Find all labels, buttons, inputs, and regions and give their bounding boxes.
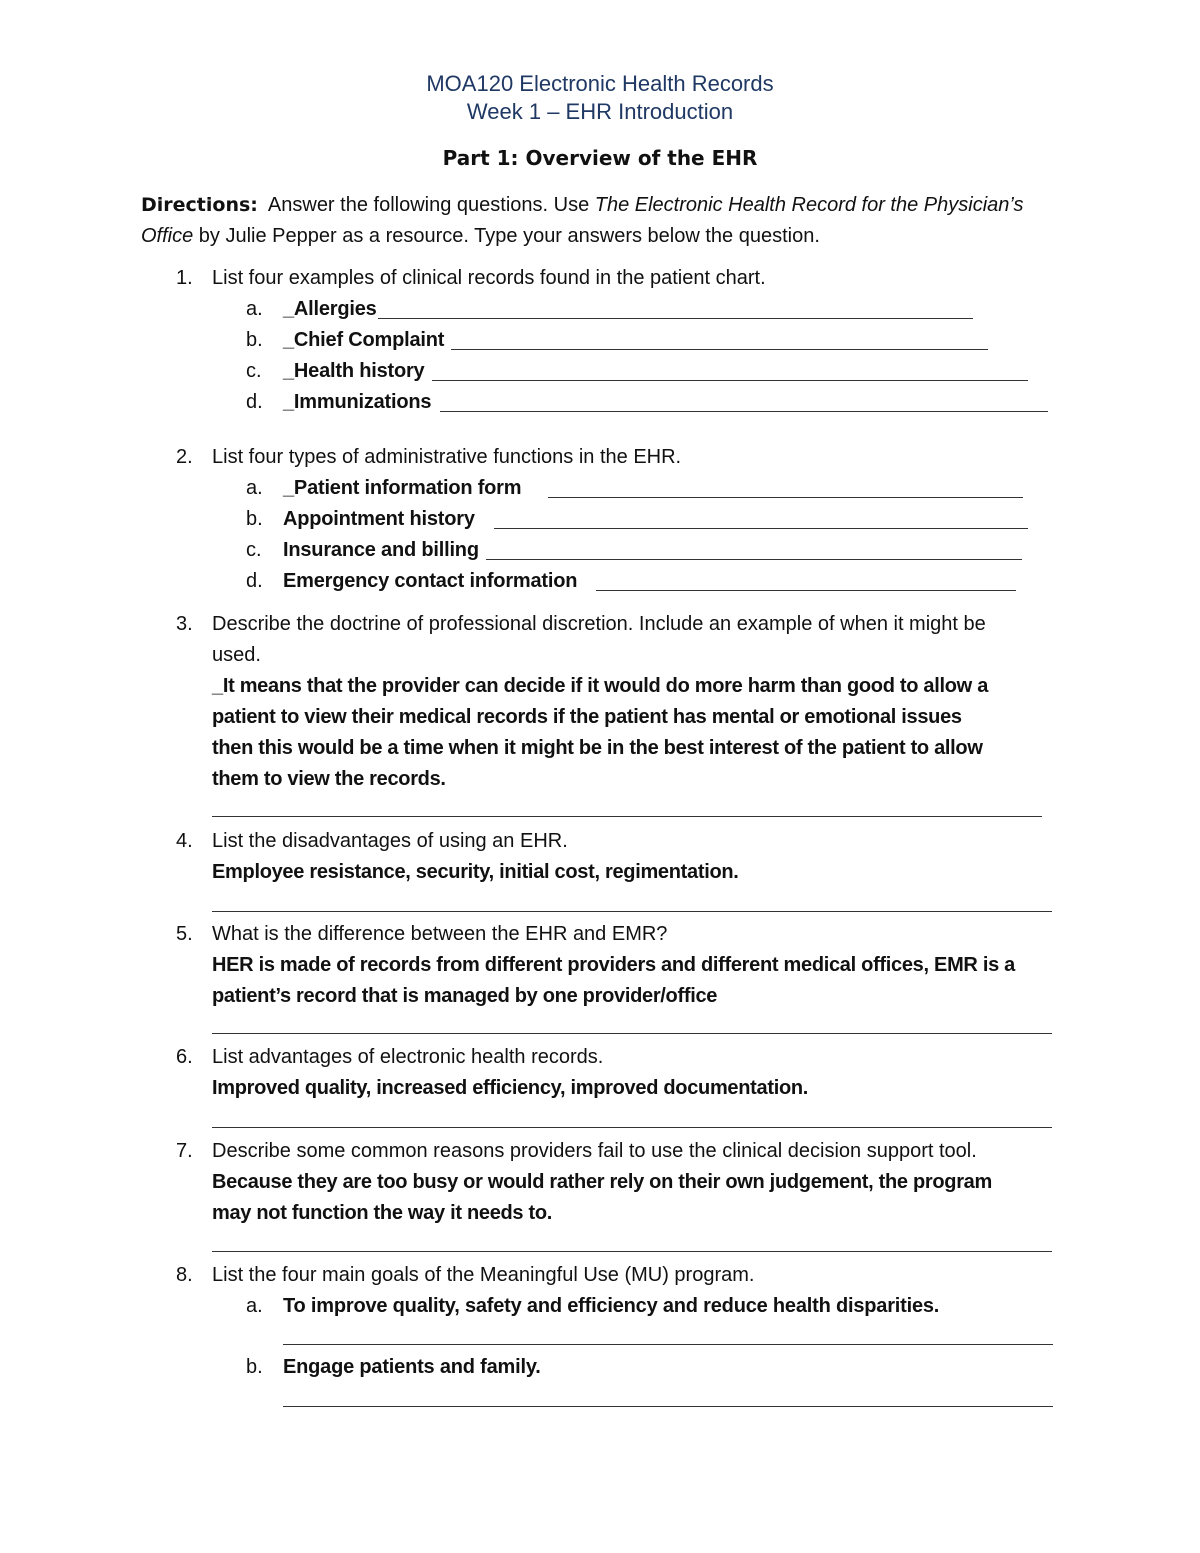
answer-text: Because they are too busy or would rather rely on their own judgement, the program (212, 1171, 992, 1193)
item-letter: a. (246, 298, 263, 320)
answer-text: may not function the way it needs to. (212, 1202, 553, 1224)
item-answer: Appointment history (283, 508, 475, 530)
answer-blank-line (432, 380, 1028, 381)
answer-blank-line (486, 559, 1022, 560)
question-text: List four types of administrative functions in the EHR. (212, 446, 682, 468)
answer-text: patient’s record that is managed by one provider/office (212, 985, 718, 1007)
week-title: Week 1 – EHR Introduction (466, 99, 734, 124)
question-number: 4. (176, 830, 193, 852)
question-text: List advantages of electronic health records. (212, 1046, 604, 1068)
answer-blank-line (212, 911, 1052, 912)
item-answer: _Chief Complaint (283, 329, 445, 351)
answer-blank-line (212, 1251, 1052, 1252)
question-number: 8. (176, 1264, 193, 1286)
question-number: 5. (176, 923, 193, 945)
part-title: Part 1: Overview of the EHR (442, 146, 758, 170)
answer-blank-line (494, 528, 1028, 529)
question-number: 3. (176, 613, 193, 635)
question-text: used. (212, 644, 261, 666)
answer-blank-line (212, 816, 1042, 817)
directions-text-2: by Julie Pepper as a resource. Type your answers below the question. (193, 225, 820, 247)
item-letter: b. (246, 1356, 263, 1378)
question-text: Describe some common reasons providers fail to use the clinical decision support tool. (212, 1140, 977, 1162)
answer-blank-line (451, 349, 988, 350)
course-title: MOA120 Electronic Health Records (426, 71, 774, 96)
item-letter: d. (246, 391, 263, 413)
answer-blank-line (596, 590, 1016, 591)
item-answer: Emergency contact information (283, 570, 578, 592)
question-number: 6. (176, 1046, 193, 1068)
question-number: 2. (176, 446, 193, 468)
answer-blank-line (283, 1406, 1053, 1407)
question-text: List four examples of clinical records found in the patient chart. (212, 267, 766, 289)
item-answer: To improve quality, safety and efficiency and reduce health disparities. (283, 1295, 940, 1317)
item-answer: _Immunizations (283, 391, 432, 413)
answer-blank-line (548, 497, 1023, 498)
directions-text-1: Answer the following questions. Use (267, 194, 595, 216)
answer-text: patient to view their medical records if the patient has mental or emotional issues (212, 706, 962, 728)
item-answer: _Allergies (283, 298, 377, 320)
question-text: List the disadvantages of using an EHR. (212, 830, 568, 852)
answer-blank-line (212, 1127, 1052, 1128)
question-text: List the four main goals of the Meaningful Use (MU) program. (212, 1264, 755, 1286)
item-letter: c. (246, 539, 262, 561)
directions-book-title: The Electronic Health Record for the Physician’s Office (141, 194, 1024, 247)
item-letter: d. (246, 570, 263, 592)
answer-text: HER is made of records from different providers and different medical offices, EMR is a (212, 954, 1015, 976)
item-answer: _Health history (283, 360, 425, 382)
answer-blank-line (212, 1033, 1052, 1034)
item-answer: _Patient information form (283, 477, 522, 499)
item-letter: a. (246, 477, 263, 499)
question-text: What is the difference between the EHR and EMR? (212, 923, 668, 945)
answer-text: _It means that the provider can decide if it would do more harm than good to allow a (212, 675, 989, 697)
directions-label: Directions: (141, 194, 258, 216)
question-number: 7. (176, 1140, 193, 1162)
item-letter: c. (246, 360, 262, 382)
answer-text: then this would be a time when it might be in the best interest of the patient to allow (212, 737, 983, 759)
answer-text: Employee resistance, security, initial cost, regimentation. (212, 861, 739, 883)
item-answer: Engage patients and family. (283, 1356, 541, 1378)
answer-text: Improved quality, increased efficiency, improved documentation. (212, 1077, 809, 1099)
answer-text: them to view the records. (212, 768, 446, 790)
answer-blank-line (440, 411, 1048, 412)
item-letter: b. (246, 329, 263, 351)
item-letter: a. (246, 1295, 263, 1317)
item-answer: Insurance and billing (283, 539, 479, 561)
item-letter: b. (246, 508, 263, 530)
answer-blank-line (283, 1344, 1053, 1345)
directions-paragraph (141, 190, 1041, 252)
answer-blank-line (378, 318, 973, 319)
question-number: 1. (176, 267, 193, 289)
question-text: Describe the doctrine of professional discretion. Include an example of when it might be (212, 613, 986, 635)
